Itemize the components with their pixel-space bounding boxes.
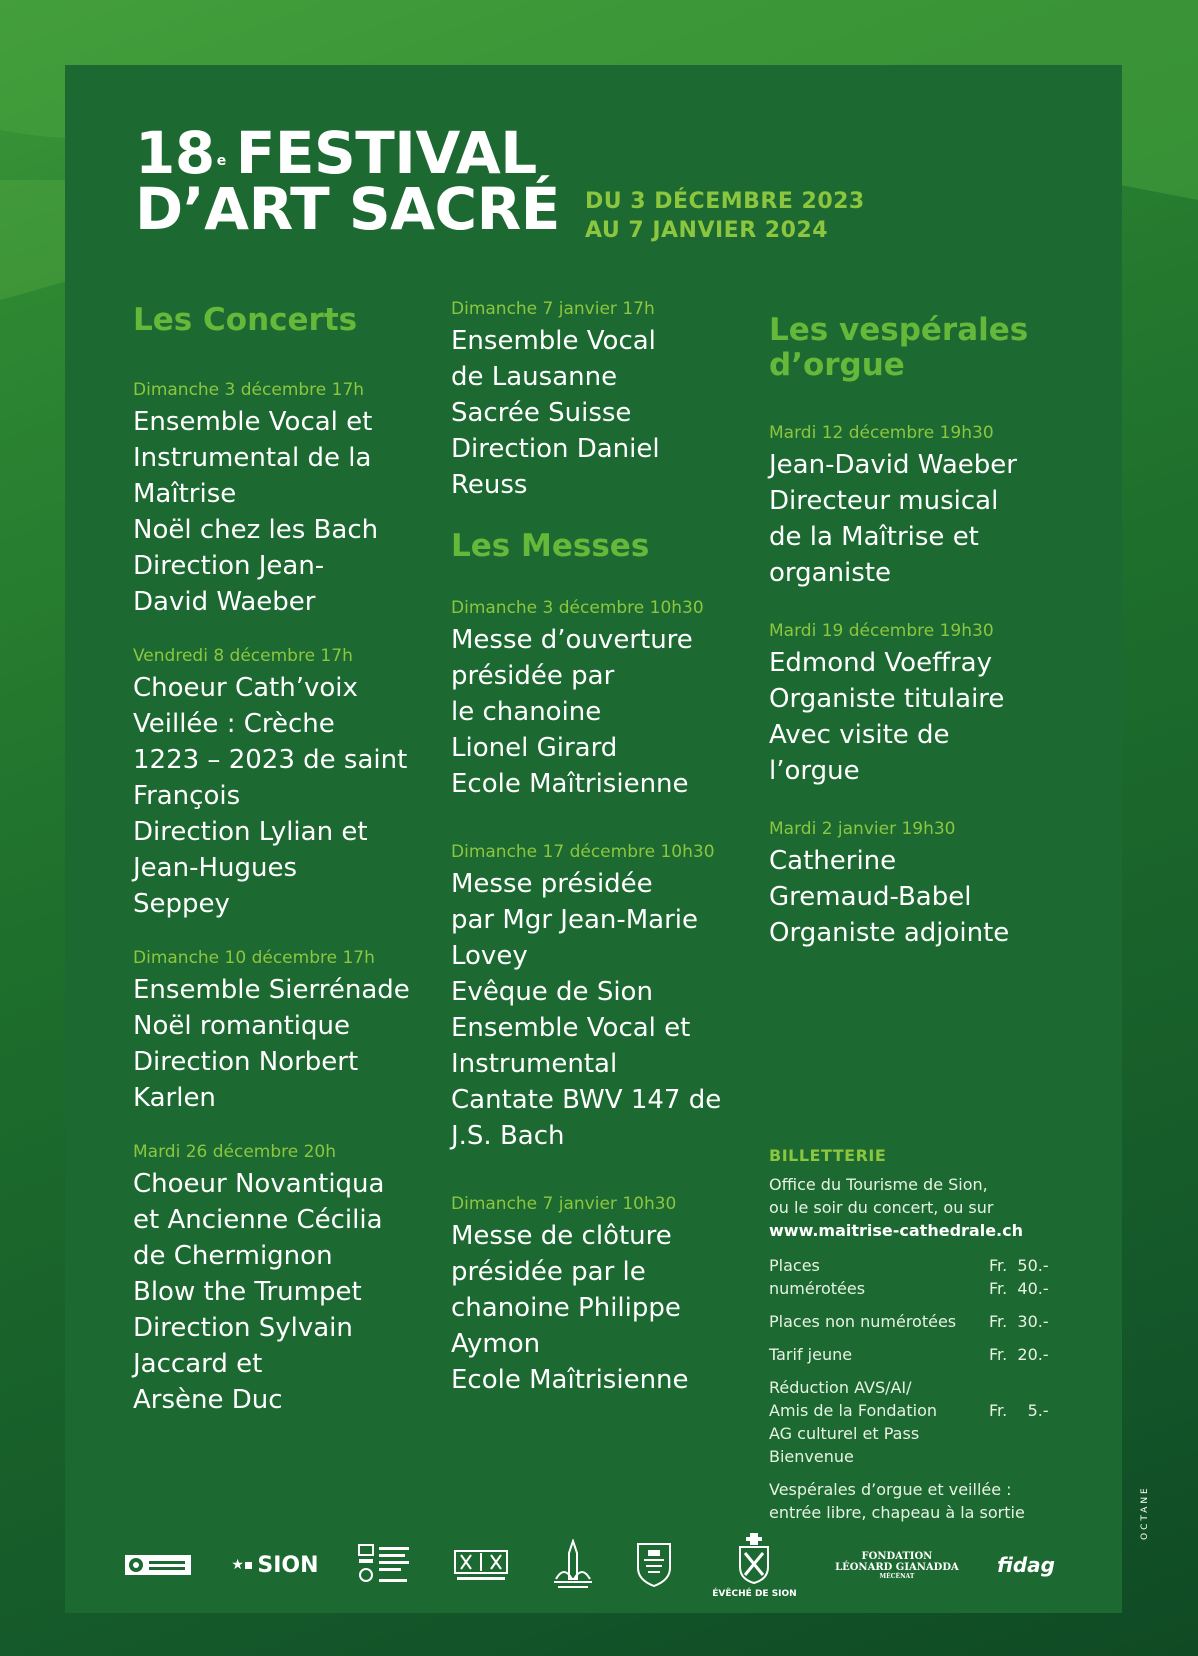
event-line: Messe de clôture bbox=[451, 1221, 672, 1251]
event-line: Directeur musical bbox=[769, 486, 999, 516]
church-logo bbox=[550, 1539, 596, 1591]
billetterie-title: BILLETTERIE bbox=[769, 1146, 887, 1165]
event-line: Ensemble Vocal et bbox=[133, 407, 373, 437]
billetterie-line1: Office du Tourisme de Sion, bbox=[769, 1175, 988, 1194]
price-value: Fr. 5.- bbox=[989, 1401, 1049, 1420]
title-festival: FESTIVAL bbox=[235, 119, 537, 187]
event-line: Veillée : Crèche bbox=[133, 709, 335, 739]
vesperale-event bbox=[769, 819, 1079, 951]
vesperale-event bbox=[769, 423, 1079, 591]
billetterie bbox=[769, 1146, 1059, 1524]
event-line: Sacrée Suisse bbox=[451, 398, 632, 428]
event-date: Dimanche 7 janvier 17h bbox=[451, 299, 655, 319]
event-line: Direction Jean- bbox=[133, 551, 325, 581]
poster-panel bbox=[65, 65, 1122, 1613]
event-line: par Mgr Jean-Marie bbox=[451, 905, 699, 935]
event-line: Organiste titulaire bbox=[769, 684, 1005, 714]
concert-event bbox=[133, 948, 433, 1116]
event-line: Aymon bbox=[451, 1329, 541, 1359]
messes-list bbox=[451, 598, 751, 1398]
event-line: Reuss bbox=[451, 470, 528, 500]
event-date: Dimanche 3 décembre 17h bbox=[133, 380, 365, 400]
event-line: Lionel Girard bbox=[451, 733, 618, 763]
event-line: J.S. Bach bbox=[451, 1121, 565, 1151]
event-line: Gremaud-Babel bbox=[769, 882, 972, 912]
ville-logo bbox=[357, 1543, 413, 1587]
event-line: de Lausanne bbox=[451, 362, 618, 392]
bourgeoisie-logo bbox=[451, 1545, 511, 1585]
eveche-logo: ÉVÊCHÉ DE SION bbox=[712, 1531, 796, 1599]
free-entry-note-line2: entrée libre, chapeau à la sortie bbox=[769, 1503, 1025, 1522]
event-line: et Ancienne Cécilia bbox=[133, 1205, 383, 1235]
price-row bbox=[769, 1343, 1059, 1366]
event-line: Organiste adjointe bbox=[769, 918, 1010, 948]
event-date: Dimanche 10 décembre 17h bbox=[133, 948, 375, 968]
price-value: Fr. 50.- Fr. 40.- bbox=[989, 1256, 1049, 1298]
event-line: Cantate BWV 147 de bbox=[451, 1085, 722, 1115]
sion-logo: ★▪ SION bbox=[231, 1552, 319, 1578]
event-line: Messe présidée bbox=[451, 869, 653, 899]
event-line: Choeur Cath’voix bbox=[133, 673, 358, 703]
event-line: Ecole Maîtrisienne bbox=[451, 769, 689, 799]
dates-start: DU 3 DÉCEMBRE 2023 bbox=[585, 189, 865, 214]
event-line: Blow the Trumpet bbox=[133, 1277, 362, 1307]
vesperales-column bbox=[769, 303, 1079, 1522]
event-line: David Waeber bbox=[133, 587, 316, 617]
event-line: Lovey bbox=[451, 941, 528, 971]
title-number: 18 bbox=[135, 119, 215, 187]
price-label: Places non numérotées bbox=[769, 1312, 957, 1331]
vesperales-list bbox=[769, 423, 1079, 951]
event-line: Avec visite de bbox=[769, 720, 950, 750]
event-line: Direction Norbert bbox=[133, 1047, 359, 1077]
vesperale-event bbox=[769, 621, 1079, 789]
price-label: Places numérotées bbox=[769, 1256, 866, 1298]
dates-end: AU 7 JANVIER 2024 bbox=[585, 218, 829, 243]
event-line: Catherine bbox=[769, 846, 897, 876]
event-line: Maîtrise bbox=[133, 479, 237, 509]
fondation-gianadda-logo: FONDATION LÉONARD GIANADDA MÉCÉNAT bbox=[835, 1550, 959, 1580]
event-line: de Chermignon bbox=[133, 1241, 333, 1271]
event-line: présidée par le bbox=[451, 1257, 646, 1287]
festival-title bbox=[135, 119, 560, 243]
event-line: Ecole Maîtrisienne bbox=[451, 1365, 689, 1395]
event-line: Seppey bbox=[133, 889, 230, 919]
title-superscript: e bbox=[216, 153, 226, 169]
event-line: Noël chez les Bach bbox=[133, 515, 379, 545]
price-list bbox=[769, 1254, 1059, 1468]
event-date: Mardi 19 décembre 19h30 bbox=[769, 621, 994, 641]
event-line: Choeur Novantiqua bbox=[133, 1169, 385, 1199]
event-date: Mardi 12 décembre 19h30 bbox=[769, 423, 994, 443]
price-row bbox=[769, 1254, 1059, 1300]
concert-event bbox=[133, 380, 433, 620]
event-line: Jean-Hugues bbox=[133, 853, 298, 883]
tourisme-logo bbox=[125, 1553, 193, 1577]
event-line: l’orgue bbox=[769, 756, 860, 786]
event-line: Instrumental de la bbox=[133, 443, 372, 473]
event-line: 1223 – 2023 de saint bbox=[133, 745, 408, 775]
concerts-column bbox=[133, 303, 433, 1444]
price-value: Fr. 30.- bbox=[989, 1312, 1049, 1331]
event-line: Direction Sylvain bbox=[133, 1313, 353, 1343]
event-line: Direction Lylian et bbox=[133, 817, 368, 847]
event-line: Jaccard et bbox=[133, 1349, 263, 1379]
event-line: Jean-David Waeber bbox=[769, 450, 1017, 480]
concerts-section-title: Les Concerts bbox=[133, 302, 358, 338]
event-line: de la Maîtrise et bbox=[769, 522, 979, 552]
event-line: Edmond Voeffray bbox=[769, 648, 993, 678]
event-line: Ensemble Sierrénade bbox=[133, 975, 410, 1005]
vesperales-section-title: Les vespérales d’orgue bbox=[769, 312, 1029, 383]
event-line: Noël romantique bbox=[133, 1011, 351, 1041]
event-date: Dimanche 17 décembre 10h30 bbox=[451, 842, 715, 862]
event-date: Dimanche 3 décembre 10h30 bbox=[451, 598, 704, 618]
price-label: Tarif jeune bbox=[769, 1345, 853, 1364]
event-date: Vendredi 8 décembre 17h bbox=[133, 646, 353, 666]
credit-octane: OCTANE bbox=[1140, 1485, 1150, 1540]
event-line: Karlen bbox=[133, 1083, 216, 1113]
concert-event bbox=[451, 299, 751, 503]
festival-dates bbox=[585, 187, 865, 245]
concert-event bbox=[133, 1142, 433, 1418]
event-date: Mardi 2 janvier 19h30 bbox=[769, 819, 956, 839]
event-date: Mardi 26 décembre 20h bbox=[133, 1142, 337, 1162]
event-date: Dimanche 7 janvier 10h30 bbox=[451, 1194, 677, 1214]
event-line: organiste bbox=[769, 558, 892, 588]
fidag-logo: fidag bbox=[997, 1553, 1055, 1577]
event-line: Arsène Duc bbox=[133, 1385, 283, 1415]
event-line: Evêque de Sion bbox=[451, 977, 653, 1007]
concert-event bbox=[133, 646, 433, 922]
shield-logo bbox=[634, 1540, 674, 1590]
free-entry-note-line1: Vespérales d’orgue et veillée : bbox=[769, 1480, 1012, 1499]
concerts-list bbox=[133, 380, 433, 1418]
messe-event bbox=[451, 598, 751, 802]
event-line: chanoine Philippe bbox=[451, 1293, 681, 1323]
billetterie-line2: ou le soir du concert, ou sur bbox=[769, 1198, 994, 1217]
event-line: présidée par bbox=[451, 661, 615, 691]
event-line: Messe d’ouverture bbox=[451, 625, 693, 655]
price-label: Réduction AVS/AI/ Amis de la Fondation AG culturel et Pass Bienvenue bbox=[769, 1378, 937, 1466]
messes-section-title: Les Messes bbox=[451, 528, 650, 564]
price-row bbox=[769, 1376, 1059, 1468]
messe-event bbox=[451, 1194, 751, 1398]
price-value: Fr. 20.- bbox=[989, 1345, 1049, 1364]
event-line: François bbox=[133, 781, 241, 811]
event-line: Ensemble Vocal et bbox=[451, 1013, 691, 1043]
event-line: le chanoine bbox=[451, 697, 602, 727]
event-line: Direction Daniel bbox=[451, 434, 660, 464]
middle-column bbox=[451, 299, 751, 1438]
messe-event bbox=[451, 842, 751, 1154]
event-line: Instrumental bbox=[451, 1049, 618, 1079]
sponsor-logos bbox=[125, 1520, 1055, 1610]
title-line2: D’ART SACRÉ bbox=[135, 175, 560, 243]
billetterie-url[interactable]: www.maitrise-cathedrale.ch bbox=[769, 1221, 1023, 1240]
price-row bbox=[769, 1310, 1059, 1333]
event-line: Ensemble Vocal bbox=[451, 326, 656, 356]
